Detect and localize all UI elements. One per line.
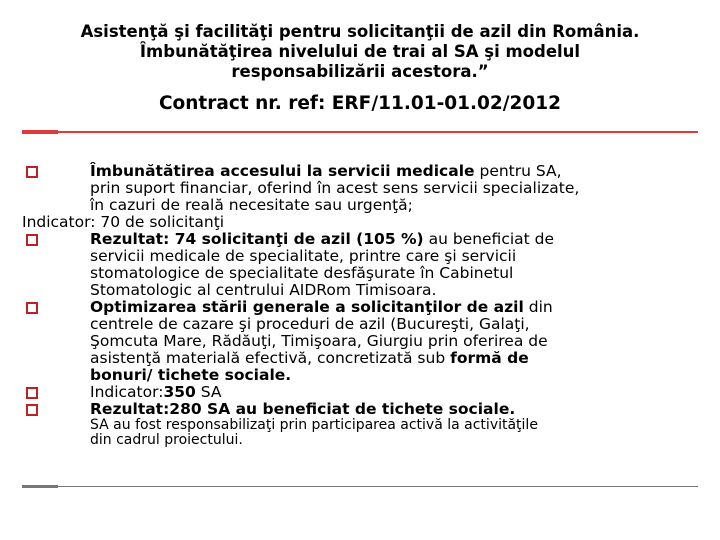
red-divider <box>22 131 698 133</box>
red-divider-accent <box>22 130 58 134</box>
bullet-bold: Îmbunătătirea accesului la servicii medicale <box>90 162 475 180</box>
indicator-line: Indicator: 70 de solicitanţi <box>22 213 225 231</box>
bullet-text: centrele de cazare şi proceduri de azil (Bucureşti, Galaţi, <box>90 315 530 333</box>
slide-title <box>40 22 680 82</box>
bullet-optimization <box>22 299 702 384</box>
note-line-1: SA au fost responsabilizaţi prin participarea activă la activităţile <box>90 417 538 433</box>
slide-body <box>22 163 702 448</box>
bullet-text: asistenţă materială efectivă, concretizată sub <box>90 349 451 367</box>
bullet-medical-access <box>22 163 702 214</box>
bullet-bold: formă de <box>450 349 529 367</box>
title-line-2: Îmbunătăţirea nivelului de trai al SA şi modelul <box>139 42 581 61</box>
title-line-3: responsabilizării acestora.” <box>231 62 489 81</box>
title-line-1: Asistenţă şi facilităţi pentru solicitanţii de azil din România. <box>80 22 640 41</box>
bullet-text: în cazuri de reală necesitate sau urgenţă; <box>90 196 413 214</box>
square-bullet-icon <box>26 387 38 399</box>
indicator-unit: SA <box>195 383 222 401</box>
square-bullet-icon <box>26 166 38 178</box>
bullet-text: Şomcuta Mare, Rădăuţi, Timişoara, Giurgiu prin oferirea de <box>90 332 548 350</box>
bullet-text: stomatologice de specialitate desfăşurate în Cabinetul <box>90 264 514 282</box>
responsibility-note <box>22 418 702 448</box>
bullet-indicator-350 <box>22 384 702 401</box>
bullet-bold: Optimizarea stării generale a solicitanţilor de azil <box>90 298 524 316</box>
square-bullet-icon <box>26 234 38 246</box>
square-bullet-icon <box>26 404 38 416</box>
bullet-bold: Rezultat:280 SA au beneficiat de tichete sociale. <box>90 400 516 418</box>
bullet-text: Stomatologic al centrului AIDRom Timisoara. <box>90 281 437 299</box>
bullet-text: pentru SA, <box>474 162 562 180</box>
bullet-bold: Rezultat: 74 solicitanţi de azil (105 %) <box>90 230 424 248</box>
bullet-text: prin suport financiar, oferind în acest sens servicii specializate, <box>90 179 580 197</box>
indicator-value: 350 <box>163 383 196 401</box>
square-bullet-icon <box>26 302 38 314</box>
note-line-2: din cadrul proiectului. <box>90 432 243 448</box>
contract-reference: Contract nr. ref: ERF/11.01-01.02/2012 <box>158 93 562 114</box>
bullet-result-tickets <box>22 401 702 418</box>
bullet-result-medical <box>22 231 702 299</box>
bullet-text: din <box>523 298 553 316</box>
grey-divider-accent <box>22 485 58 488</box>
indicator-label: Indicator: <box>90 383 164 401</box>
grey-divider <box>22 486 698 487</box>
bullet-bold: bonuri/ tichete sociale. <box>90 366 292 384</box>
bullet-text: au beneficiat de <box>423 230 555 248</box>
bullet-text: servicii medicale de specialitate, printre care şi servicii <box>90 247 517 265</box>
